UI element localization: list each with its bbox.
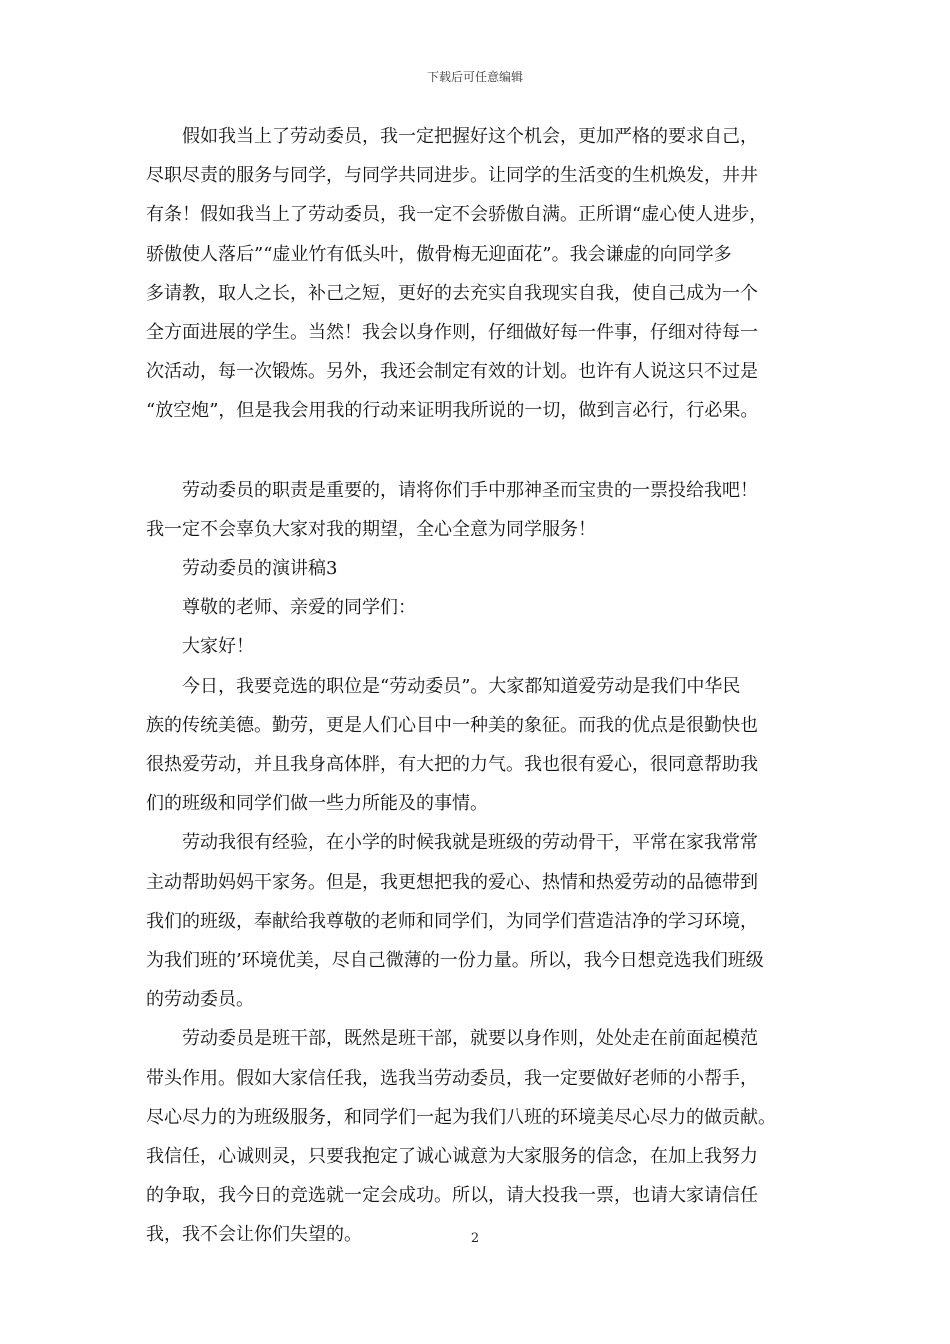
text-line: 多请教，取人之长，补己之短，更好的去充实自我现实自我，使自己成为一个: [146, 282, 758, 304]
text-line: 全方面进展的学生。当然！我会以身作则，仔细做好每一件事，仔细对待每一: [146, 322, 758, 344]
text-line: 次活动，每一次锻炼。另外，我还会制定有效的计划。也许有人说这只不过是: [146, 361, 758, 383]
text-line: 主动帮助妈妈干家务。但是，我更想把我的爱心、热情和热爱劳动的品德带到: [146, 871, 758, 893]
text-line: 尽心尽力的为班级服务，和同学们一起为我们八班的环境美尽心尽力的做贡献。: [146, 1106, 776, 1128]
text-line: 今日，我要竞选的职位是“劳动委员”。大家都知道爱劳动是我们中华民: [146, 675, 741, 697]
text-line: 我，我不会让你们失望的。: [146, 1224, 362, 1246]
page-header: 下载后可任意编辑: [426, 70, 523, 84]
paragraph-5: [146, 1019, 822, 1254]
paragraph-gap: [146, 431, 822, 471]
text-line: 为我们班的’环境优美，尽自己微薄的一份力量。所以，我今日想竞选我们班级: [146, 950, 764, 972]
paragraph-2: [146, 471, 822, 549]
section-title: [146, 549, 822, 588]
text-line: 我信任，心诚则灵，只要我抱定了诚心诚意为大家服务的信念，在加上我努力: [146, 1146, 758, 1168]
text-line: 骄傲使人落后”“虚业竹有低头叶，傲骨梅无迎面花”。我会谦虚的向同学多: [146, 243, 732, 265]
text-line: 尽职尽责的服务与同学，与同学共同进步。让同学的生活变的生机焕发，井井: [146, 165, 758, 187]
text-line: 们的班级和同学们做一些力所能及的事情。: [146, 793, 488, 815]
greeting: [146, 627, 822, 666]
text-line: 假如我当上了劳动委员，我一定把握好这个机会，更加严格的要求自己，: [146, 126, 758, 147]
text-line: 很热爱劳动，并且我身高体胖，有大把的力气。我也很有爱心，很同意帮助我: [146, 754, 758, 776]
paragraph-1: [146, 117, 822, 431]
text-line: 我们的班级，奉献给我尊敬的老师和同学们，为同学们营造洁净的学习环境，: [146, 910, 758, 932]
document-body: [146, 117, 822, 1255]
text-line: 带头作用。假如大家信任我，选我当劳动委员，我一定要做好老师的小帮手，: [146, 1067, 758, 1089]
text-line: 的争取，我今日的竞选就一定会成功。所以，请大投我一票，也请大家请信任: [146, 1185, 758, 1207]
text-line: 我一定不会辜负大家对我的期望，全心全意为同学服务！: [146, 518, 596, 540]
salutation: [146, 588, 822, 627]
paragraph-4: [146, 823, 822, 1019]
page-number: 2: [470, 1231, 480, 1246]
text-line: 的劳动委员。: [146, 989, 254, 1011]
text-line: 劳动委员的职责是重要的，请将你们手中那神圣而宝贵的一票投给我吧！: [146, 479, 758, 501]
text-line: 劳动委员是班干部，既然是班干部，就要以身作则，处处走在前面起模范: [146, 1028, 758, 1050]
text-line: “放空炮”，但是我会用我的行动来证明我所说的一切，做到言必行，行必果。: [146, 400, 759, 422]
text-line: 劳动我很有经验，在小学的时候我就是班级的劳动骨干，平常在家我常常: [146, 832, 758, 854]
text-line: 有条！假如我当上了劳动委员，我一定不会骄傲自满。正所谓“虚心使人进步，: [146, 204, 768, 226]
text-line: 族的传统美德。勤劳，更是人们心目中一种美的象征。而我的优点是很勤快也: [146, 714, 758, 736]
text-line: 劳动委员的演讲稿3: [146, 558, 338, 580]
text-line: 尊敬的老师、亲爱的同学们：: [146, 597, 416, 619]
paragraph-3: [146, 667, 822, 824]
text-line: 大家好！: [146, 636, 254, 658]
